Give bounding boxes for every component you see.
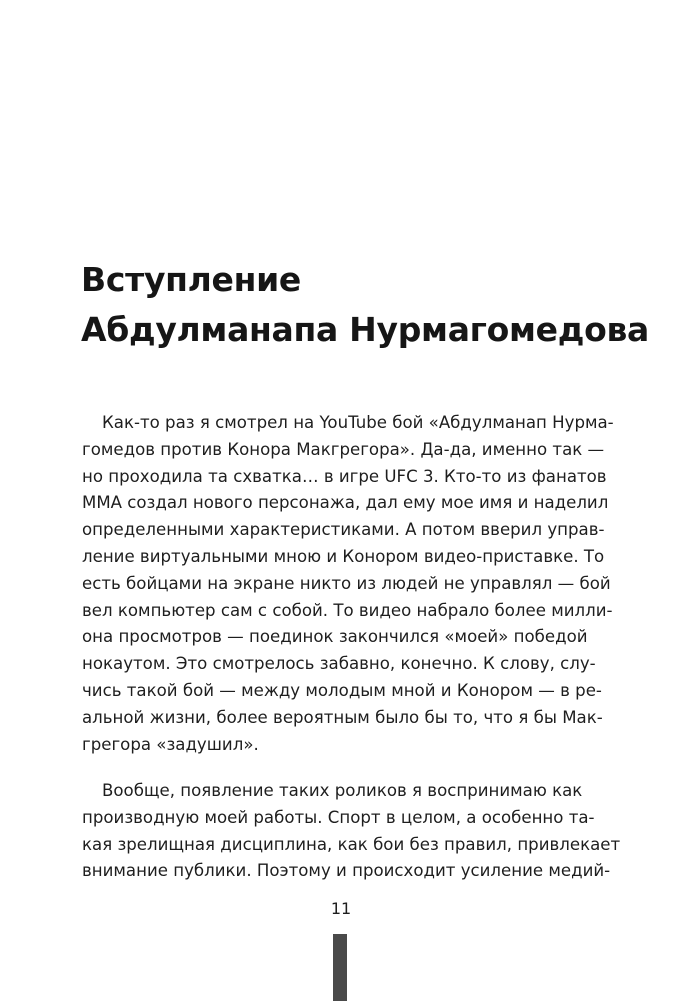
text-line: есть бойцами на экране никто из людей не управлял — бой	[82, 573, 611, 593]
text-line: Вообще, появление таких роликов я воспринимаю как	[102, 781, 583, 800]
paragraph-1	[82, 410, 614, 758]
text-line: вел компьютер сам с собой. То видео набрало более милли-	[82, 600, 613, 620]
text-line: чись такой бой — между молодым мной и Конором — в ре-	[82, 680, 602, 700]
page-number: 11	[330, 899, 352, 918]
text-line: альной жизни, более вероятным было бы то, что я бы Мак-	[82, 707, 603, 727]
text-line: она просмотров — поединок закончился «моей» победой	[82, 627, 588, 647]
chapter-title-line-1: Вступление	[81, 260, 302, 299]
text-line: нокаутом. Это смотрелось забавно, конечно. К слову, слу-	[82, 654, 596, 674]
text-line: Как-то раз я смотрел на YouTube бой «Абдулманап Нурма-	[102, 413, 614, 432]
text-line: гомедов против Конора Макгрегора». Да-да, именно так —	[82, 439, 605, 459]
chapter-title	[81, 255, 649, 355]
paragraph-2	[82, 778, 621, 885]
chapter-title-line-2: Абдулманапа Нурмагомедова	[81, 310, 650, 349]
text-line: но проходила та схватка… в игре UFC 3. Кто-то из фанатов	[82, 466, 607, 486]
text-line: кая зрелищная дисциплина, как бои без правил, привлекает	[82, 834, 621, 854]
text-line: производную моей работы. Спорт в целом, а особенно та-	[82, 807, 595, 827]
text-line: грегора «задушил».	[82, 734, 259, 754]
text-line: внимание публики. Поэтому и происходит усиление медий-	[82, 861, 611, 881]
page-edge-marker	[333, 934, 347, 1001]
text-line: ление виртуальными мною и Конором видео-приставке. То	[82, 546, 605, 566]
text-line: определенными характеристиками. А потом вверил управ-	[82, 520, 605, 540]
text-line: MMA создал нового персонажа, дал ему мое имя и наделил	[82, 493, 609, 513]
